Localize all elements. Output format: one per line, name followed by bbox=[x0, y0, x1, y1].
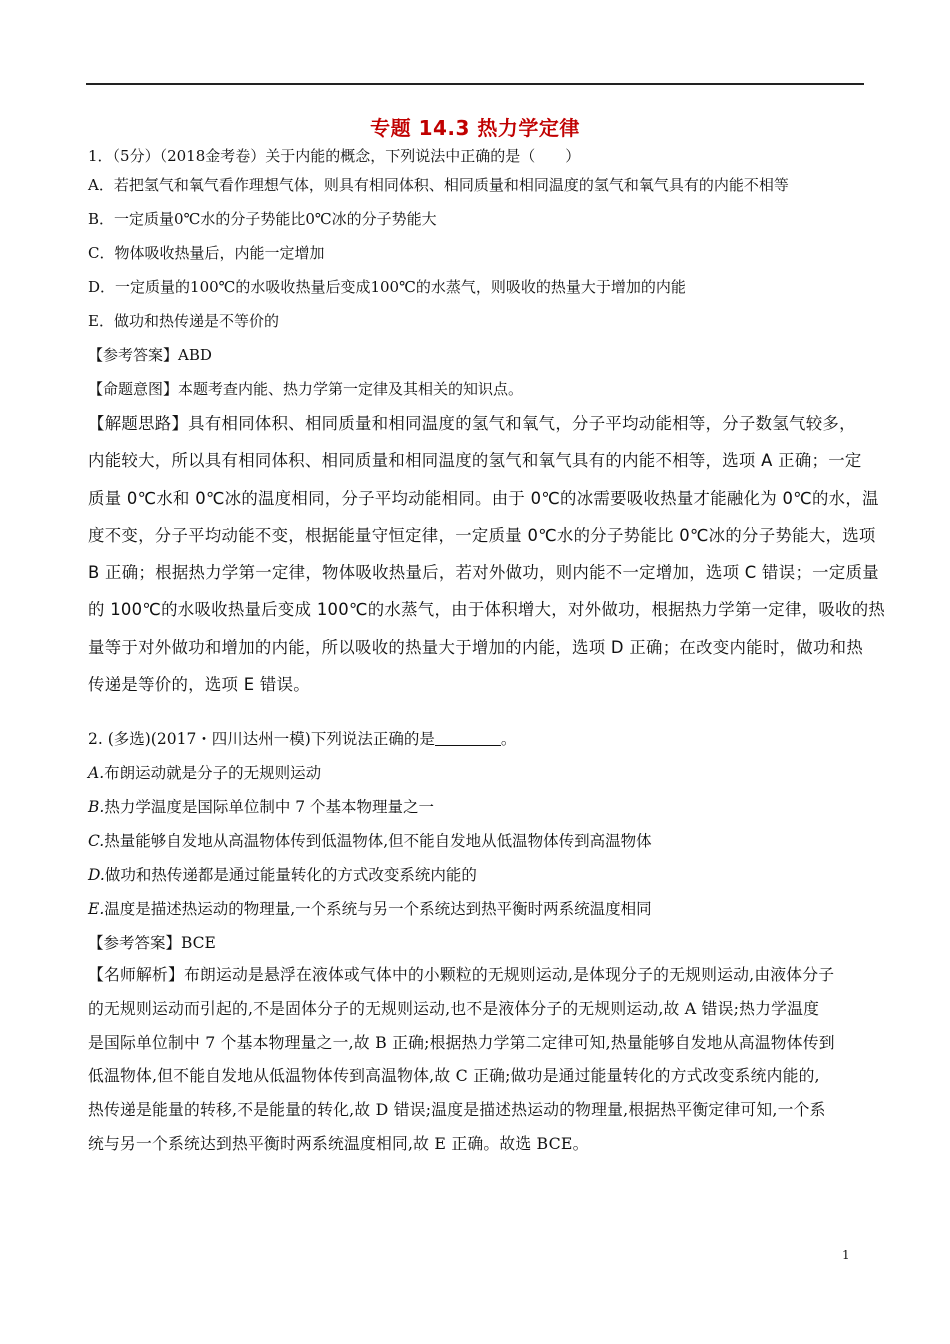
q1-analysis-line: B 正确；根据热力学第一定律，物体吸收热量后，若对外做功，则内能不一定增加，选项 C 错误；一定质量 bbox=[88, 563, 879, 583]
q1-option-c: C．物体吸收热量后，内能一定增加 bbox=[88, 244, 325, 262]
option-text: 热力学温度是国际单位制中 7 个基本物理量之一 bbox=[104, 798, 435, 816]
header-rule bbox=[86, 83, 864, 85]
q2-analysis-line: 的无规则运动而引起的,不是固体分子的无规则运动,也不是液体分子的无规则运动,故 A 错误;热力学温度 bbox=[88, 998, 820, 1018]
q1-analysis-line: 质量 0℃水和 0℃冰的温度相同，分子平均动能相同。由于 0℃的冰需要吸收热量才能融化为 0℃的水，温 bbox=[88, 488, 879, 508]
q2-stem-text: 2. (多选)(2017・四川达州一模)下列说法正确的是 bbox=[88, 730, 435, 748]
q2-analysis-line: 是国际单位制中 7 个基本物理量之一,故 B 正确;根据热力学第二定律可知,热量能够自发地从高温物体传到 bbox=[88, 1032, 835, 1052]
q2-option-c bbox=[88, 831, 652, 851]
q1-analysis-line: 量等于对外做功和增加的内能，所以吸收的热量大于增加的内能，选项 D 正确；在改变内能时，做功和热 bbox=[88, 637, 864, 657]
page-title: 专题 14.3 热力学定律 bbox=[370, 116, 580, 140]
q1-intent: 【命题意图】本题考查内能、热力学第一定律及其相关的知识点。 bbox=[88, 380, 524, 398]
q2-option-d bbox=[88, 865, 477, 885]
q2-analysis bbox=[88, 958, 868, 1161]
option-text: 做功和热传递都是通过能量转化的方式改变系统内能的 bbox=[104, 866, 477, 884]
q1-analysis-line: 度不变，分子平均动能不变，根据能量守恒定律，一定质量 0℃水的分子势能比 0℃冰的分子势能大，选项 bbox=[88, 525, 876, 545]
answer-blank bbox=[435, 731, 501, 746]
q2-analysis-line: 统与另一个系统达到热平衡时两系统温度相同,故 E 正确。故选 BCE。 bbox=[88, 1133, 589, 1153]
option-letter: A. bbox=[88, 764, 105, 782]
q2-stem-end: 。 bbox=[500, 730, 517, 748]
q1-option-b: B．一定质量0℃水的分子势能比0℃冰的分子势能大 bbox=[88, 210, 437, 228]
q1-answer: 【参考答案】ABD bbox=[88, 346, 212, 364]
q1-stem: 1．（5分）（2018金考卷）关于内能的概念，下列说法中正确的是（ ） bbox=[88, 147, 581, 165]
option-text: 布朗运动就是分子的无规则运动 bbox=[104, 764, 322, 782]
q2-stem bbox=[88, 729, 516, 749]
option-letter: C. bbox=[88, 832, 105, 850]
option-text: 热量能够自发地从高温物体传到低温物体,但不能自发地从低温物体传到高温物体 bbox=[104, 832, 652, 850]
option-text: 温度是描述热运动的物理量,一个系统与另一个系统达到热平衡时两系统温度相同 bbox=[104, 900, 652, 918]
q1-analysis bbox=[88, 405, 886, 703]
option-letter: D. bbox=[88, 866, 105, 884]
q1-analysis-line: 【解题思路】具有相同体积、相同质量和相同温度的氢气和氧气，分子平均动能相等，分子数氢气较多， bbox=[88, 414, 856, 433]
q2-answer: 【参考答案】BCE bbox=[88, 934, 216, 952]
q2-option-b bbox=[88, 797, 434, 817]
q2-analysis-line: 低温物体,但不能自发地从低温物体传到高温物体,故 C 正确;做功是通过能量转化的方式改变系统内能的, bbox=[88, 1066, 820, 1086]
q1-analysis-line: 的 100℃的水吸收热量后变成 100℃的水蒸气，由于体积增大，对外做功，根据热力学第一定律，吸收的热 bbox=[88, 600, 886, 620]
q1-analysis-line: 传递是等价的，选项 E 错误。 bbox=[88, 675, 310, 695]
q1-option-a: A．若把氢气和氧气看作理想气体，则具有相同体积、相同质量和相同温度的氢气和氧气具有的内能不相等 bbox=[88, 176, 789, 194]
q2-analysis-line: 【名师解析】布朗运动是悬浮在液体或气体中的小颗粒的无规则运动,是体现分子的无规则运动,由液体分子 bbox=[88, 965, 835, 984]
option-letter: E. bbox=[88, 900, 105, 918]
page-number: 1 bbox=[842, 1248, 850, 1262]
option-letter: B. bbox=[88, 798, 105, 816]
q1-analysis-line: 内能较大，所以具有相同体积、相同质量和相同温度的氢气和氧气具有的内能不相等，选项 A 正确；一定 bbox=[88, 451, 862, 471]
q2-option-a bbox=[88, 763, 321, 783]
q1-option-d: D．一定质量的100℃的水吸收热量后变成100℃的水蒸气，则吸收的热量大于增加的内能 bbox=[88, 278, 686, 296]
q1-option-e: E．做功和热传递是不等价的 bbox=[88, 312, 279, 330]
q2-option-e bbox=[88, 899, 652, 919]
q2-analysis-line: 热传递是能量的转移,不是能量的转化,故 D 错误;温度是描述热运动的物理量,根据热平衡定律可知,一个系 bbox=[88, 1100, 826, 1120]
